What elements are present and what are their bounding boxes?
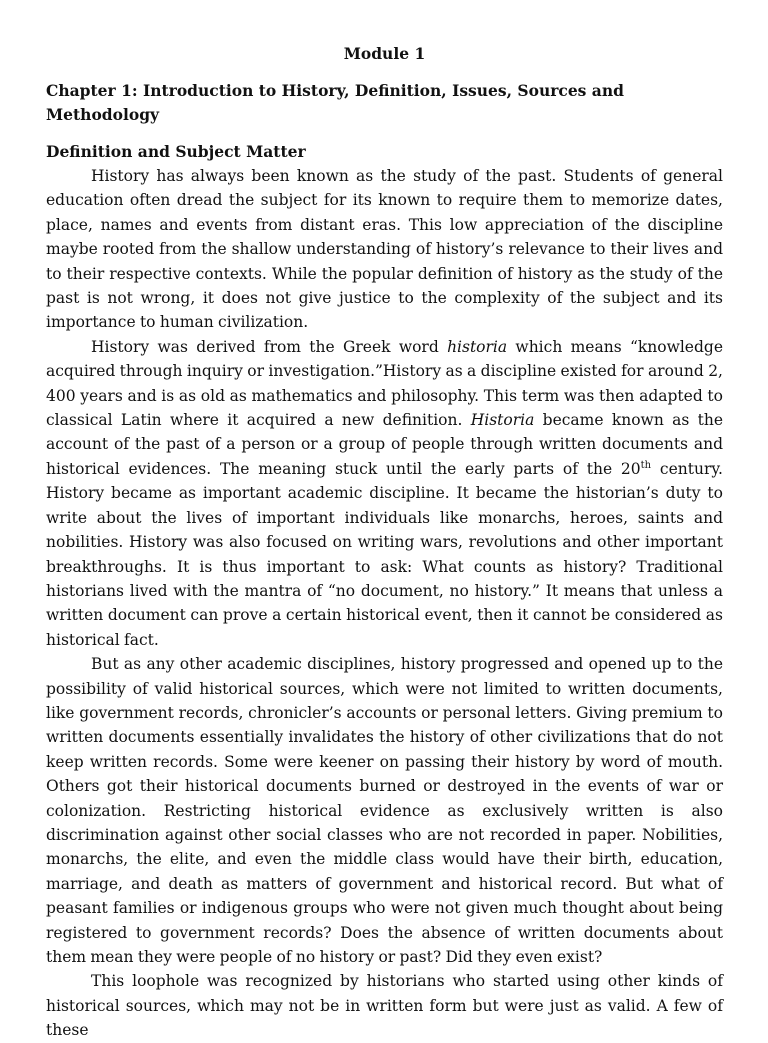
document-page	[46, 42, 723, 1043]
paragraph-2-text-c: which means “knowledge acquired through inquiry or investigation.”History as a discipline existed for around 2, 400 years and is as old as mathematics and philosophy. This term was then adapted to classical Latin where it acquired a new definition.	[46, 337, 723, 430]
paragraph-2-italic-historia-2: Historia	[470, 411, 535, 430]
chapter-title: Chapter 1: Introduction to History, Definition, Issues, Sources and Methodology	[46, 81, 624, 124]
paragraph-2-superscript: th	[640, 459, 652, 471]
section-heading: Definition and Subject Matter	[46, 142, 306, 161]
paragraph-2-text-g: century. History became as important academic discipline. It became the historian’s duty to write about the lives of important individuals like monarchs, heroes, saints and nobilities. History was also focused on writing wars, revolutions and other important breakthroughs. It is thus important to ask: What counts as history? Traditional historians lived with the mantra of “no document, no history.” It means that unless a written document can prove a certain historical event, then it cannot be considered as historical fact.	[46, 459, 723, 649]
paragraph-3: But as any other academic disciplines, history progressed and opened up to the possibility of valid historical sources, which were not limited to written documents, like government records, chronicler’s accounts or personal letters. Giving premium to written documents essentially invalidates the history of other civilizations that do not keep written records. Some were keener on passing their history by word of mouth. Others got their historical documents burned or destroyed in the events of war or colonization. Restricting historical evidence as exclusively written is also discrimination against other social classes who are not recorded in paper. Nobilities, monarchs, the elite, and even the middle class would have their birth, education, marriage, and death as matters of government and historical record. But what of peasant families or indigenous groups who were not given much thought about being registered to government records? Does the absence of written documents about them mean they were people of no history or past? Did they even exist?	[46, 655, 723, 966]
paragraph-2-italic-historia-1: historia	[447, 337, 508, 356]
module-title: Module 1	[343, 44, 426, 63]
paragraph-2-text-a: History was derived from the Greek word	[91, 337, 448, 356]
paragraph-4: This loophole was recognized by historians who started using other kinds of historical sources, which may not be in written form but were just as valid. A few of these	[46, 972, 723, 1040]
paragraph-2	[46, 335, 723, 652]
paragraph-1: History has always been known as the study of the past. Students of general education often dread the subject for its known to require them to memorize dates, place, names and events from distant eras. This low appreciation of the discipline maybe rooted from the shallow understanding of history’s relevance to their lives and to their respective contexts. While the popular definition of history as the study of the past is not wrong, it does not give justice to the complexity of the subject and its importance to human civilization.	[46, 167, 723, 332]
paragraph-2-text-e: became known as the account of the past of a person or a group of people through written documents and historical evidences. The meaning stuck until the early parts of the 20	[46, 411, 723, 478]
